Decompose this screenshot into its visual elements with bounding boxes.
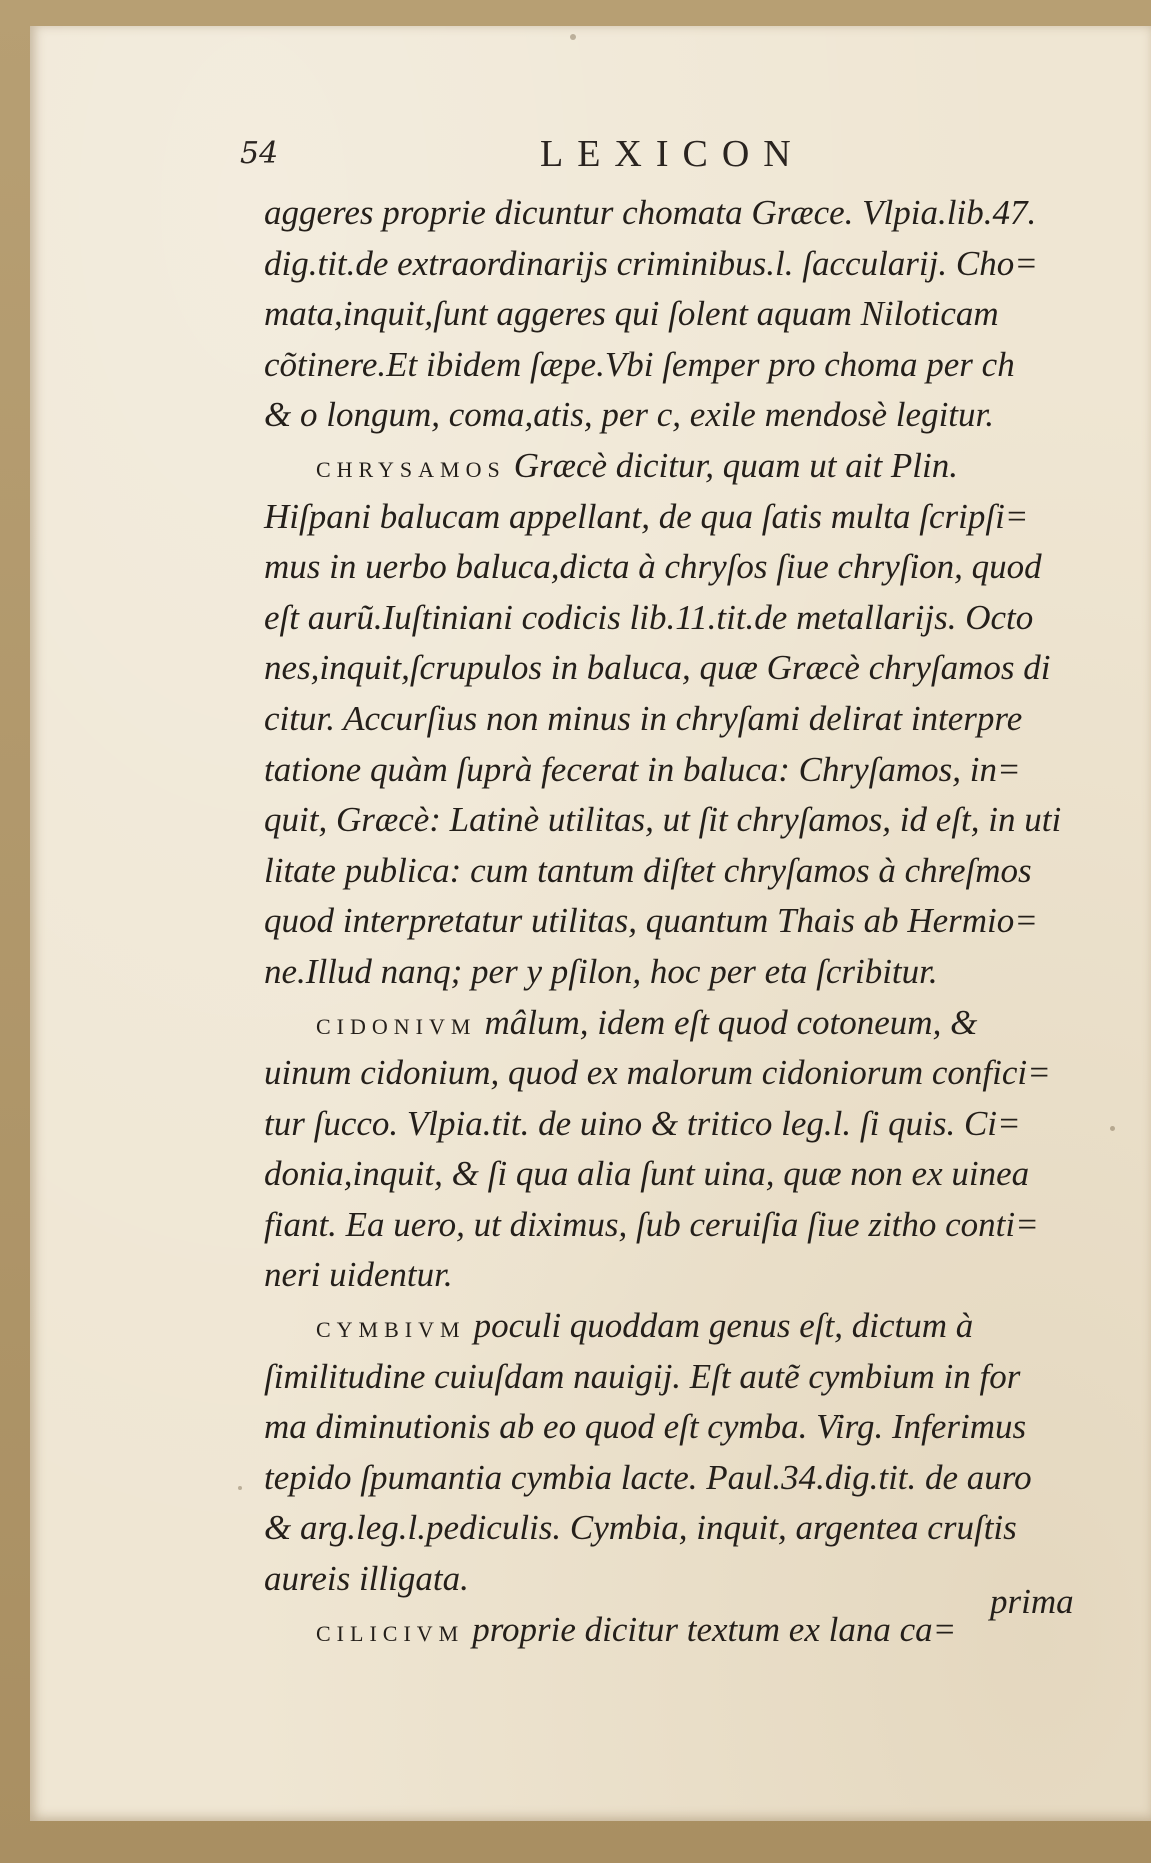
entry-headword: CHRYSAMOS (316, 456, 506, 482)
line-text: uinum cidonium, quod ex malorum cidoniorum confici= (264, 1053, 1051, 1093)
text-line (264, 1352, 1104, 1403)
line-text: & o longum, coma,atis, per c, exile mendosè legitur. (264, 395, 995, 435)
line-text: ne.Illud nanq; per y pſilon, hoc per eta ſcribitur. (264, 951, 938, 991)
catchword: prima (990, 1582, 1074, 1621)
line-text: ſimilitudine cuiuſdam nauigij. Eſt autẽ cymbium in for (264, 1356, 1021, 1396)
text-line (264, 947, 1104, 998)
text-line (264, 593, 1104, 644)
line-text: Hiſpani balucam appellant, de qua ſatis multa ſcripſi= (264, 496, 1029, 536)
entry-headword: CILICIVM (316, 1620, 465, 1646)
line-text: tatione quàm ſuprà fecerat in baluca: Chryſamos, in= (264, 749, 1021, 789)
line-text: Græcè dicitur, quam ut ait Plin. (513, 445, 959, 485)
text-line (264, 1048, 1104, 1099)
line-text: & arg.leg.l.pediculis. Cymbia, inquit, argentea cruſtis (264, 1508, 1017, 1548)
text-line (264, 846, 1104, 897)
line-text: aureis illigata. (264, 1559, 469, 1599)
line-text: tepido ſpumantia cymbia lacte. Paul.34.dig.tit. de auro (264, 1457, 1032, 1497)
line-text: mata,inquit,ſunt aggeres qui ſolent aquam Niloticam (264, 294, 999, 334)
entry-line (264, 441, 1104, 492)
text-line (264, 289, 1104, 340)
body-text (264, 188, 1104, 1655)
entry-line (264, 1301, 1104, 1352)
entry-line (264, 1605, 1104, 1656)
text-line (264, 542, 1104, 593)
line-text: quod interpretatur utilitas, quantum Thais ab Hermio= (264, 901, 1038, 941)
line-text: fiant. Ea uero, ut diximus, ſub ceruiſia ſiue zitho conti= (264, 1204, 1039, 1244)
line-text: aggeres proprie dicuntur chomata Græce. Vlpia.lib.47. (264, 193, 1037, 232)
entry-line (264, 998, 1104, 1049)
page-header (240, 132, 900, 176)
running-head: LEXICON (540, 133, 805, 175)
text-line (264, 1149, 1104, 1200)
text-line (264, 1453, 1104, 1504)
text-line (264, 1503, 1104, 1554)
line-text: poculi quoddam genus eſt, dictum à (473, 1306, 974, 1346)
entry-headword: CIDONIVM (316, 1013, 477, 1039)
entry-headword: CYMBIVM (316, 1317, 466, 1343)
line-text: tur ſucco. Vlpia.tit. de uino & tritico leg.l. ſi quis. Ci= (264, 1103, 1021, 1143)
text-line (264, 745, 1104, 796)
line-text: quit, Græcè: Latinè utilitas, ut ſit chryſamos, id eſt, in uti (264, 800, 1062, 840)
line-text: mus in uerbo baluca,dicta à chryſos ſiue chryſion, quod (264, 547, 1042, 587)
line-text: neri uidentur. (264, 1255, 453, 1295)
text-line (264, 1099, 1104, 1150)
text-line (264, 390, 1104, 441)
text-line (264, 239, 1104, 290)
line-text: eſt aurũ.Iuſtiniani codicis lib.11.tit.de metallarijs. Octo (264, 597, 1034, 637)
line-text: litate publica: cum tantum diſtet chryſamos à chreſmos (264, 850, 1032, 890)
text-line (264, 340, 1104, 391)
line-text: citur. Accurſius non minus in chryſami delirat interpre (264, 698, 1023, 738)
line-text: ma diminutionis ab eo quod eſt cymba. Virg. Inferimus (264, 1407, 1027, 1447)
text-line (264, 492, 1104, 543)
line-text: cõtinere.Et ibidem ſæpe.Vbi ſemper pro choma per ch (264, 344, 1015, 384)
line-text: proprie dicitur textum ex lana ca= (472, 1609, 957, 1649)
line-text: donia,inquit, & ſi qua alia ſunt uina, quæ non ex uinea (264, 1154, 1030, 1194)
line-text: nes,inquit,ſcrupulos in baluca, quæ Græcè chryſamos di (264, 648, 1051, 688)
text-line (264, 188, 1104, 239)
ink-speck (570, 34, 576, 40)
line-text: dig.tit.de extraordinarijs criminibus.l. ſaccularij. Cho= (264, 243, 1038, 283)
text-line (264, 1250, 1104, 1301)
text-line (264, 1200, 1104, 1251)
text-line (264, 795, 1104, 846)
text-line (264, 643, 1104, 694)
text-line (264, 896, 1104, 947)
text-line (264, 694, 1104, 745)
line-text: mâlum, idem eſt quod cotoneum, & (484, 1002, 978, 1042)
text-line (264, 1554, 1104, 1605)
ink-speck (1110, 1126, 1115, 1131)
page-number: 54 (240, 136, 279, 171)
text-line (264, 1402, 1104, 1453)
ink-speck (238, 1486, 242, 1490)
